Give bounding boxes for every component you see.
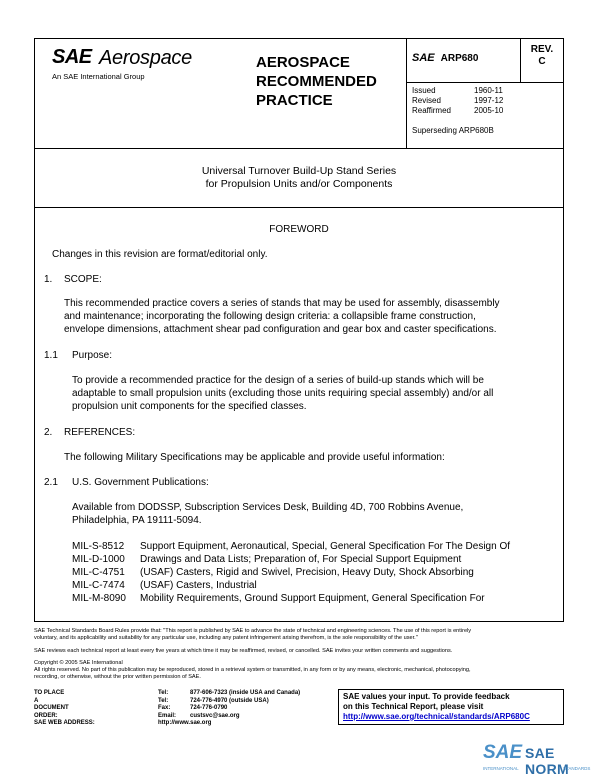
spec-row	[72, 553, 510, 566]
date-row	[412, 106, 503, 116]
brand-mark: SAE	[483, 742, 523, 763]
header-column-divider	[406, 38, 407, 148]
board-rules-notice	[34, 628, 564, 642]
rev-divider	[406, 82, 564, 83]
email-label: Email:	[158, 712, 177, 719]
paragraph-line: Available from DODSSP, Subscription Services Desk, Building 4D, 700 Robbins Avenue,	[72, 502, 464, 513]
subject-divider	[34, 207, 564, 208]
date-value: 1997-12	[474, 96, 504, 105]
date-row	[412, 86, 503, 96]
tel-label: Tel:	[158, 697, 169, 704]
fax-label: Fax:	[158, 705, 171, 711]
date-label: Reaffirmed	[412, 106, 451, 115]
sae-norm-logo	[483, 742, 600, 776]
paragraph-line: Philadelphia, PA 19111-5094.	[72, 515, 202, 526]
section-title: REFERENCES:	[64, 427, 136, 438]
spec-row	[72, 566, 510, 579]
brand-small-left: INTERNATIONAL	[483, 766, 519, 771]
date-row	[412, 96, 503, 106]
revision-box	[524, 44, 560, 68]
tel-value: 724-776-4970 (outside USA)	[190, 697, 269, 704]
spec-id: MIL-S-8512	[72, 541, 125, 552]
scope-paragraph	[64, 297, 500, 336]
sae-aerospace-logo	[52, 46, 202, 86]
paragraph-line: propulsion unit components for the specified classes.	[72, 401, 307, 412]
section-number: 2.1	[44, 477, 58, 488]
feedback-line: on this Technical Report, please visit	[343, 702, 484, 711]
document-type	[256, 53, 406, 110]
section-title: Purpose:	[72, 350, 113, 361]
email-value[interactable]: custsvc@sae.org	[190, 712, 240, 719]
sae-mark: SAE	[412, 52, 435, 64]
web-address-link[interactable]: http://www.sae.org	[158, 720, 212, 726]
spec-title: Drawings and Data Lists; Preparation of, For Special Support Equipment	[140, 554, 462, 565]
spec-title: Mobility Requirements, Ground Support Equipment, General Specification For	[140, 593, 485, 604]
document-subject	[34, 165, 564, 191]
section-number: 2.	[44, 427, 53, 438]
web-label: SAE WEB ADDRESS:	[34, 720, 95, 726]
order-label: TO PLACE A DOCUMENT ORDER:	[34, 690, 69, 719]
fax-value: 724-776-0790	[190, 705, 228, 711]
references-intro: The following Military Specifications may be applicable and provide useful information:	[64, 452, 445, 463]
document-type-line: PRACTICE	[256, 92, 333, 109]
paragraph-line: This recommended practice covers a series of stands that may be used for assembly, disassembly	[64, 298, 500, 309]
spec-id: MIL-D-1000	[72, 554, 125, 565]
date-block	[412, 86, 503, 116]
purpose-paragraph	[72, 374, 493, 413]
spec-row	[72, 579, 510, 592]
foreword-heading: FOREWORD	[269, 224, 329, 235]
document-type-line: RECOMMENDED	[256, 73, 377, 90]
feedback-line: SAE values your input. To provide feedback	[343, 692, 510, 701]
foreword-text: Changes in this revision are format/editorial only.	[52, 249, 268, 260]
footer-line: Copyright © 2005 SAE International	[34, 660, 123, 666]
paragraph-line: and maintenance; incorporating the following design criteria: a collapsible frame construction,	[64, 311, 476, 322]
brand-name: SAE NORM	[525, 745, 569, 776]
spec-title: Support Equipment, Aeronautical, Special, General Specification For The Design Of	[140, 541, 511, 552]
review-notice: SAE reviews each technical report at least every five years at which time it may be reaffirmed, revised, or cancelled. SAE invites your written comments and suggestions.	[34, 648, 453, 654]
date-value: 1960-11	[474, 86, 503, 95]
revision-value: C	[538, 56, 546, 67]
spec-list	[72, 540, 510, 605]
document-number	[412, 52, 478, 64]
footer-line: SAE Technical Standards Board Rules provide that: "This report is published by SAE to advance the state of technical and engineering sciences. The use of this report is entirely	[34, 628, 472, 634]
spec-row	[72, 540, 510, 553]
document-type-line: AEROSPACE	[256, 54, 350, 71]
superseding-note: Superseding ARP680B	[412, 126, 494, 135]
rev-column-divider	[520, 38, 521, 82]
spec-row	[72, 592, 510, 605]
header-divider	[34, 148, 564, 149]
feedback-box	[338, 689, 564, 725]
paragraph-line: To provide a recommended practice for the design of a series of build-up stands which will be	[72, 375, 484, 386]
section-number: 1.1	[44, 350, 58, 361]
tel-label: Tel:	[158, 690, 169, 696]
feedback-link[interactable]: http://www.sae.org/technical/standards/ARP680C	[343, 712, 530, 721]
brand-small-right: STANDARDS	[563, 766, 591, 771]
section-title: SCOPE:	[64, 274, 102, 285]
footer-line: voluntary, and its applicability and suitability for any particular use, including any patent infringement arising therefrom, is the sole responsibility of the user."	[34, 635, 418, 641]
date-value: 2005-10	[474, 106, 504, 115]
logo-subtitle: An SAE International Group	[52, 72, 145, 81]
spec-id: MIL-M-8090	[72, 593, 126, 604]
tel-value: 877-606-7323 (inside USA and Canada)	[190, 690, 301, 696]
logo-brand: SAE	[52, 46, 92, 68]
spec-id: MIL-C-4751	[72, 567, 125, 578]
copyright-notice	[34, 660, 564, 681]
paragraph-line: envelope dimensions, attachment shear pad configuration and gear box and caster specifications.	[64, 324, 497, 335]
footer-line: All rights reserved. No part of this publication may be reproduced, stored in a retrieval system or transmitted, in any form or by any means, electronic, mechanical, photocopying,	[34, 667, 471, 673]
date-label: Issued	[412, 86, 436, 95]
logo-word: Aerospace	[99, 47, 192, 69]
spec-title: (USAF) Casters, Industrial	[140, 580, 257, 591]
date-label: Revised	[412, 96, 441, 105]
availability-note	[72, 501, 463, 527]
paragraph-line: adaptable to small propulsion units (excluding those units requiring special assembly) and/or all	[72, 388, 494, 399]
subject-line: Universal Turnover Build-Up Stand Series	[201, 165, 397, 177]
section-title: U.S. Government Publications:	[72, 477, 209, 488]
spec-id: MIL-C-7474	[72, 580, 125, 591]
footer-line: recording, or otherwise, without the prior written permission of SAE.	[34, 674, 201, 680]
revision-label: REV.	[530, 44, 554, 55]
spec-title: (USAF) Casters, Rigid and Swivel, Precision, Heavy Duty, Shock Absorbing	[140, 567, 474, 578]
section-number: 1.	[44, 274, 53, 285]
document-number-value: ARP680	[440, 53, 479, 64]
subject-line: for Propulsion Units and/or Components	[205, 178, 393, 190]
